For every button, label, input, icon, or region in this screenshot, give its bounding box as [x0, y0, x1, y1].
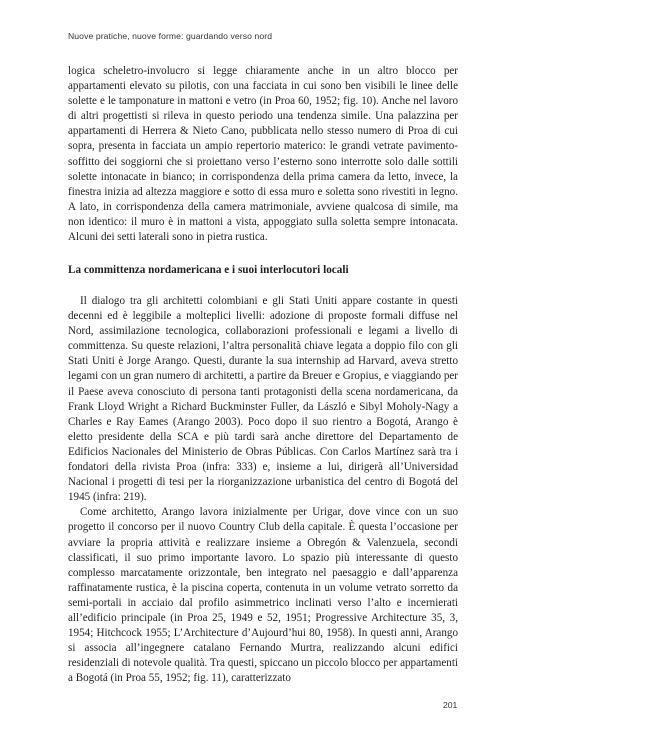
body-paragraphs	[68, 294, 458, 686]
section-heading: La committenza nordamericana e i suoi interlocutori locali	[68, 264, 349, 276]
page-number: 201	[443, 700, 458, 710]
running-head: Nuove pratiche, nuove forme: guardando verso nord	[68, 31, 273, 41]
paragraph-text: logica scheletro-involucro si legge chiaramente anche in un altro blocco per appartamenti elevato su pilotis, con una facciata in cui sono ben visibili le linee delle solette e le tamponature in mattoni e vetro (in Proa 60, 1952; fig. 10). Anche nel lavoro di altri progettisti si rileva in questo periodo una tendenza simile. Una palazzina per appartamenti di Herrera & Nieto Cano, pubblicata nello stesso numero di Proa di cui sopra, presenta in facciata un ampio repertorio materico: le grandi vetrate pavimento-soffitto dei soggiorni che si proiettano verso l’esterno sono interrotte solo dalle sottili solette intonacate in bianco; in corrispondenza della prima camera da letto, invece, la finestra inizia ad altezza maggiore e sotto di essa muro e soletta sono rivestiti in legno. A lato, in corrispondenza della camera matrimoniale, avviene qualcosa di simile, ma non identico: il muro è in mattoni a vista, appoggiato sulla soletta sempre intonacata. Alcuni dei setti laterali sono in pietra rustica.	[68, 65, 458, 244]
paragraph-text: Come architetto, Arango lavora inizialmente per Urigar, dove vince con un suo progetto il concorso per il nuovo Country Club della capitale. È questa l’occasione per avviare la propria attività e realizzare insieme a Obregón & Valenzuela, secondi classificati, il suo primo importante lavoro. Lo spazio più interessante di questo complesso marcatamente orizzontale, ben integrato nel paesaggio e dall’apparenza raffinatamente rustica, è la piscina coperta, contenuta in un volume vetrato sorretto da semi-portali in acciaio dal profilo asimmetrico inclinati verso l’alto e incernierati all’edificio principale (in Proa 25, 1949 e 52, 1951; Progressive Architecture 35, 3, 1954; Hitchcock 1955; L’Architecture d’Aujourd’hui 80, 1958). In questi anni, Arango si associa all’ingegnere catalano Fernando Murtra, realizzando alcuni edifici residenziali di notevole qualità. Tra questi, spiccano un piccolo blocco per appartamenti a Bogotá (in Proa 55, 1952; fig. 11), caratterizzato	[68, 506, 458, 685]
body-paragraph-1	[68, 64, 458, 245]
paragraph-text: Il dialogo tra gli architetti colombiani e gli Stati Uniti appare costante in questi decenni ed è leggibile a molteplici livelli: adozione di proposte formali diffuse nel Nord, assimilazione tecnologica, collaborazioni professionali e legami a livello di committenza. Su queste relazioni, l’altra personalità chiave legata a doppio filo con gli Stati Uniti è Jorge Arango. Questi, durante la sua internship ad Harvard, aveva stretto legami con un gran numero di architetti, a partire da Breuer e Gropius, e viaggiando per il Paese aveva conosciuto di persona tanti protagonisti della scena nordamericana, da Frank Lloyd Wright a Richard Buckminster Fuller, da László e Sibyl Moholy-Nagy a Charles e Ray Eames (Arango 2003). Poco dopo il suo rientro a Bogotá, Arango è eletto presidente della SCA e più tardi sarà anche direttore del Departamento de Edificios Nacionales del Ministerio de Obras Públicas. Con Carlos Martínez sarà tra i fondatori della rivista Proa (infra: 333) e, insieme a lui, dirigerà all’Universidad Nacional i progetti di tesi per la riorganizzazione urbanistica del centro di Bogotá del 1945 (infra: 219).	[68, 295, 458, 504]
